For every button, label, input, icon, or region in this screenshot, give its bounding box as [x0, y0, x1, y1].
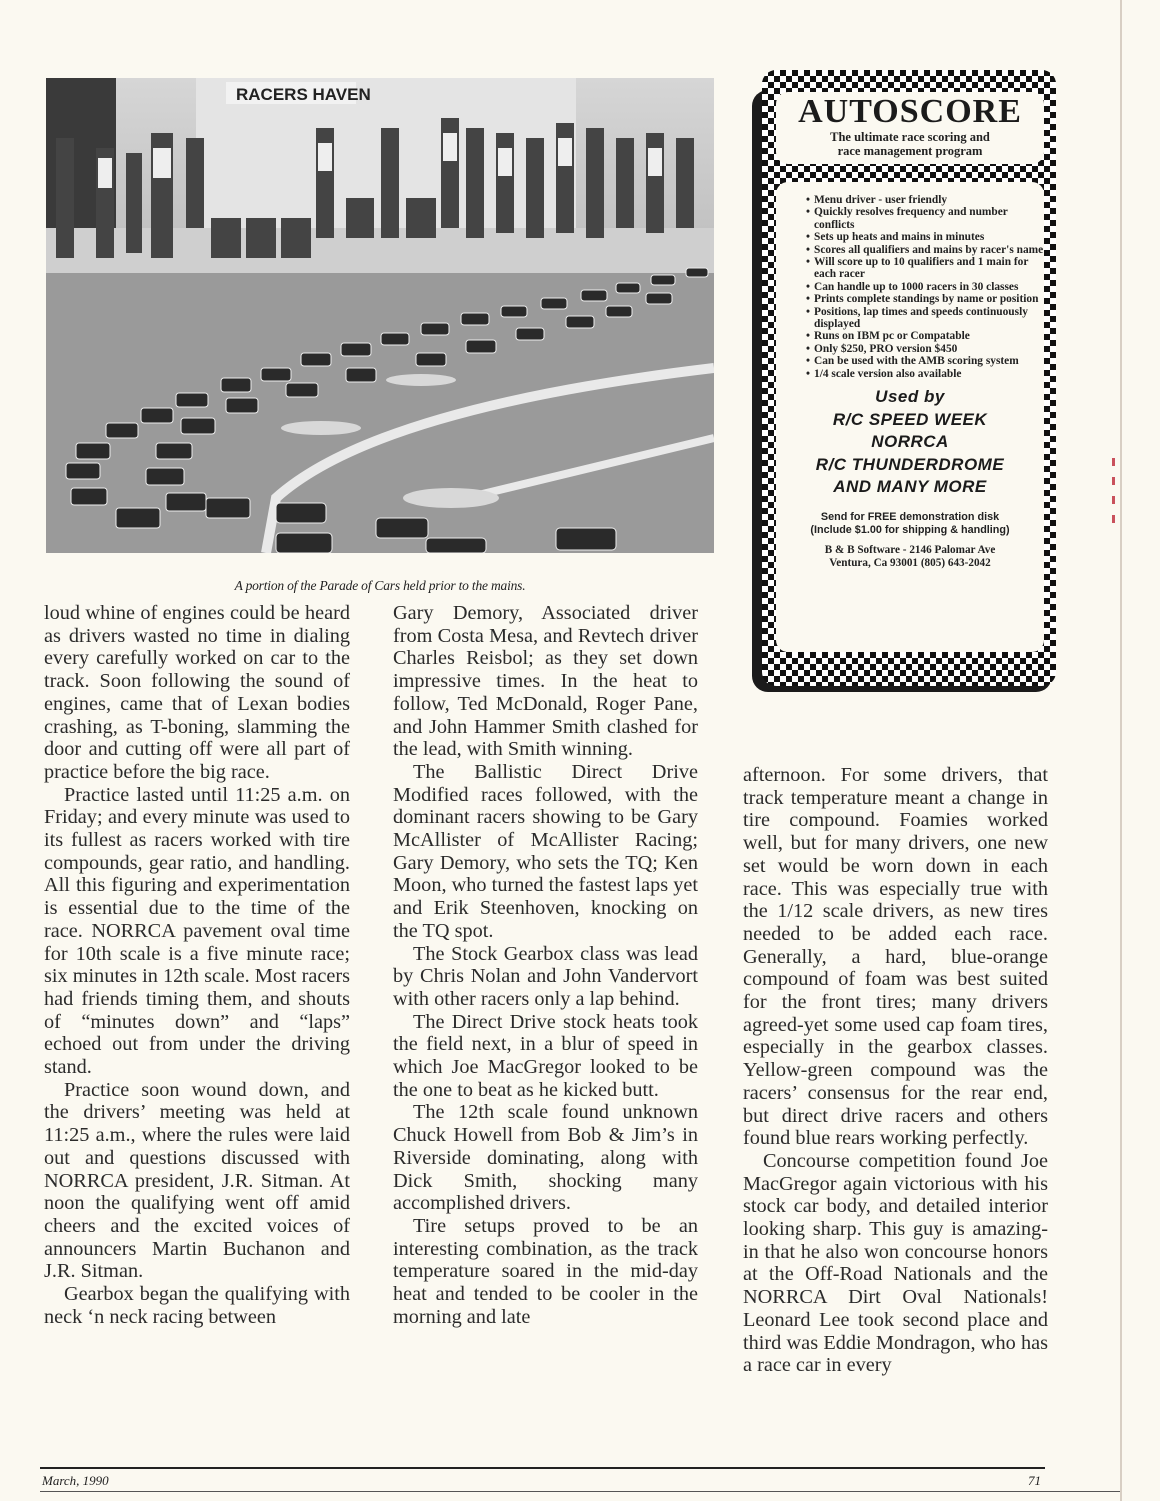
- feature-item: • Prints complete standings by name or position: [806, 293, 1039, 306]
- issue-date: March, 1990: [42, 1473, 109, 1488]
- paragraph: The Ballistic Direct Drive Modified races followed, with the dominant racers showing to be Gary McAllister of McAllister Racing; Gary Demory, who sets the TQ; Ken Moon, who turned the fastest laps yet and Erik Steenhoven, knocking on the TQ spot.: [393, 760, 698, 942]
- bullet-icon: •: [806, 330, 810, 343]
- bottom-edge-rule: [40, 1491, 1120, 1492]
- bullet-icon: •: [806, 243, 810, 256]
- paragraph: Gary Demory, Associated driver from Costa Mesa, and Revtech driver Charles Reisbol; as they set down impressive times. In the heat to follow, Ted McDonald, Roger Pane, and John Hammer Smith clashed for the lead, with Smith winning.: [393, 602, 698, 761]
- offer-line: Send for FREE demonstration disk: [820, 510, 1000, 523]
- page-edge: [1120, 0, 1122, 1501]
- contact-line: Ventura, Ca 93001 (805) 643-2042: [829, 557, 991, 570]
- bullet-icon: •: [806, 194, 810, 206]
- feature-item: • Can be used with the AMB scoring system: [806, 355, 1019, 368]
- paragraph: The 12th scale found unknown Chuck Howell from Bob & Jim’s in Riverside dominating, along with Dick Smith, shocking many accomplished drivers.: [393, 1101, 698, 1215]
- feature-item: • Quickly resolves frequency and number conflicts: [806, 206, 1008, 231]
- feature-item: • Only $250, PRO version $450: [806, 342, 958, 355]
- photo-caption: A portion of the Parade of Cars held prior to the mains.: [234, 578, 526, 593]
- paragraph: Practice soon wound down, and the drivers’ meeting was held at 11:25 a.m., where the rules were laid out and questions discussed with NORRCA president, J.R. Sitman. At noon the qualifying went off amid cheers and the excited voices of announcers Martin Buchanon and J.R. Sitman.: [44, 1078, 350, 1283]
- article-column-2: [393, 602, 698, 1329]
- used-by-item: R/C SPEED WEEK: [832, 409, 988, 429]
- bullet-icon: •: [806, 231, 810, 244]
- sign-text: RACERS HAVEN: [236, 85, 371, 104]
- bullet-icon: •: [806, 280, 810, 293]
- race-photo: [46, 78, 714, 553]
- ad-contact: [776, 544, 1044, 571]
- article-column-1: [44, 602, 350, 1329]
- paragraph: loud whine of engines could be heard as drivers wasted no time in dialing every carefully worked on car to the track. Soon following the sound of engines, came that of Lexan bodies crashing, as T-boning, slamming the door and cutting off were all part of practice before the big race.: [44, 602, 350, 783]
- ad-header: [776, 92, 1044, 164]
- bullet-icon: •: [806, 256, 810, 269]
- feature-item: • Sets up heats and mains in minutes: [806, 231, 985, 244]
- edge-marks: [1112, 458, 1116, 534]
- paragraph: Practice lasted until 11:25 a.m. on Friday; and every minute was used to its fullest as racers worked with tire compounds, gear ratio, and handling. All this figuring and experimentation is essential due to the time of the race. NORRCA pavement oval time for 10th scale is a five minute race; six minutes in 12th scale. Most racers had friends timing them, and shouts of “minutes down” and “laps” echoed out from under the driving stand.: [44, 783, 350, 1079]
- autoscore-advertisement: [752, 70, 1056, 692]
- ad-title: AUTOSCORE: [798, 93, 1022, 130]
- paragraph: Gearbox began the qualifying with neck ‘n neck racing between: [44, 1283, 350, 1328]
- paragraph: Tire setups proved to be an interesting combination, as the track temperature soared in the mid-day heat and tended to be cooler in the morning and late: [393, 1214, 698, 1328]
- paragraph: afternoon. For some drivers, that track temperature meant a change in tire compound. Foamies worked well, but for many drivers, one new set would be worn down in each race. This was especially true with the 1/12 scale drivers, as new tires needed to be added each race. Generally, a hard, blue-orange compound of foam was best suited for the front tires; many drivers agreed-yet some used cap foam tires, especially in the gearbox classes. Yellow-green compound was the racers’ consensus for the rear end, but direct drive racers and others found blue rears working perfectly.: [743, 764, 1048, 1150]
- bullet-icon: •: [806, 367, 810, 380]
- feature-item: • Scores all qualifiers and mains by racer's name: [806, 243, 1044, 256]
- feature-item: • Menu driver - user friendly: [806, 194, 948, 206]
- bullet-icon: •: [806, 206, 810, 219]
- ad-offer: [776, 511, 1044, 538]
- bullet-icon: •: [806, 355, 810, 368]
- ad-subtitle-1: The ultimate race scoring and: [830, 130, 990, 144]
- feature-item: • Positions, lap times and speeds continuously displayed: [806, 305, 1028, 331]
- feature-item: • 1/4 scale version also available: [806, 367, 962, 380]
- bullet-icon: •: [806, 293, 810, 306]
- ad-body: [776, 182, 1044, 652]
- feature-item: • Will score up to 10 qualifiers and 1 main for each racer: [806, 256, 1029, 281]
- feature-item: • Can handle up to 1000 racers in 30 classes: [806, 280, 1019, 293]
- article-column-3: [743, 764, 1048, 1377]
- used-by-item: AND MANY MORE: [833, 477, 987, 497]
- paragraph: Concourse competition found Joe MacGregor again victorious with his stock car body, and detailed interior looking sharp. This guy is amazing-in that he also won concourse honors at the Off-Road Nationals and the NORRCA Dirt Oval Nationals! Leonard Lee took second place and third was Eddie Mondragon, who has a race car in every: [743, 1149, 1048, 1377]
- feature-item: • Runs on IBM pc or Compatable: [806, 330, 970, 343]
- bullet-icon: •: [806, 342, 810, 355]
- bullet-icon: •: [806, 305, 810, 318]
- paragraph: The Direct Drive stock heats took the field next, in a blur of speed in which Joe MacGregor looked to be the one to beat as he kicked butt.: [393, 1010, 698, 1101]
- used-by-item: NORRCA: [871, 432, 949, 452]
- paragraph: The Stock Gearbox class was lead by Chris Nolan and John Vandervort with other racers only a lap behind.: [393, 942, 698, 1010]
- ad-subtitle-2: race management program: [837, 144, 983, 158]
- page-number: 71: [1028, 1473, 1041, 1488]
- used-by-list: [776, 386, 1044, 499]
- footer-rule: [40, 1467, 1045, 1469]
- feature-list: [776, 194, 1044, 380]
- contact-line: B & B Software - 2146 Palomar Ave: [824, 543, 996, 556]
- offer-line: (Include $1.00 for shipping & handling): [810, 524, 1010, 537]
- used-by-item: R/C THUNDERDROME: [815, 454, 1005, 474]
- used-by-heading: Used by: [875, 387, 945, 407]
